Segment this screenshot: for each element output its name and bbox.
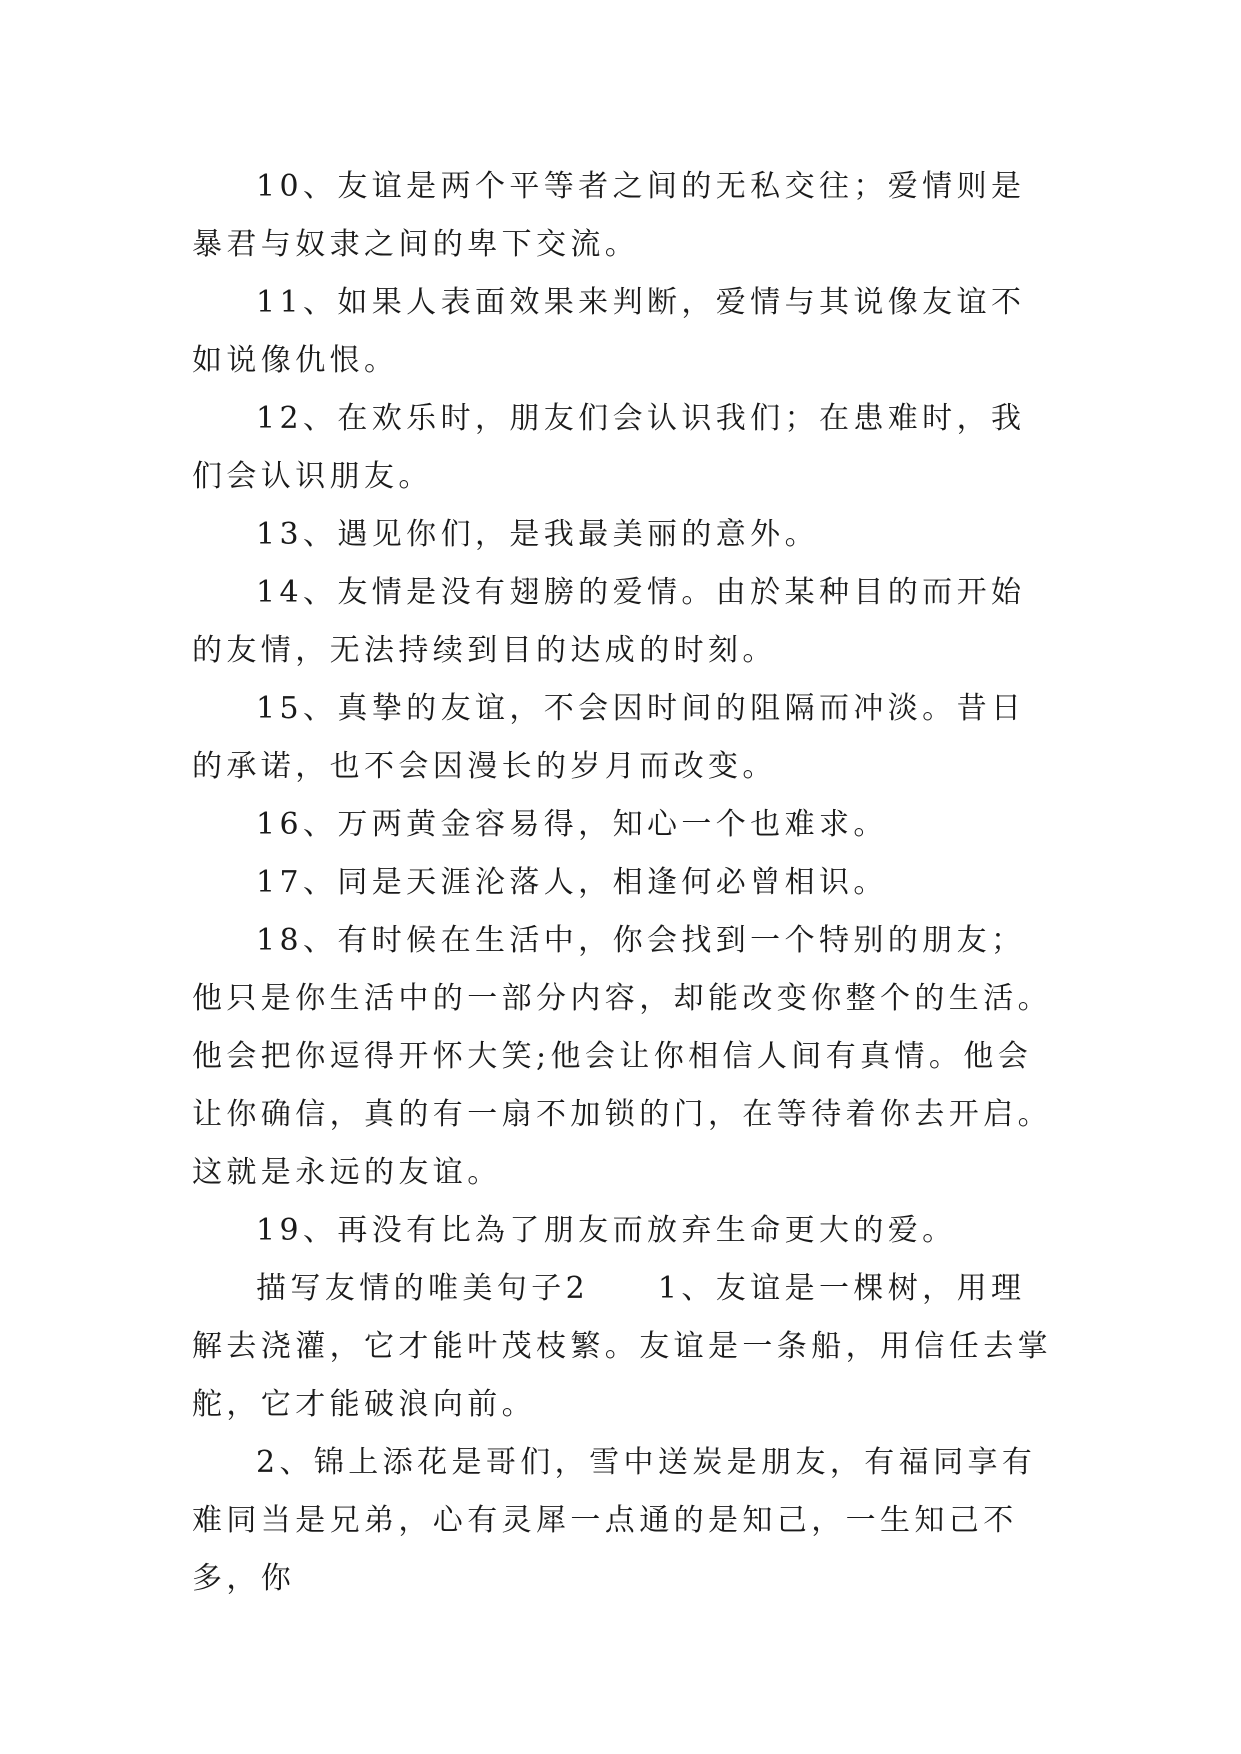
section-heading-paragraph: 描写友情的唯美句子2 1、友谊是一棵树，用理解去浇灌，它才能叶茂枝繁。友谊是一条船，用信任去掌舵，它才能破浪向前。	[192, 1271, 1052, 1422]
paragraph-16: 16、万两黄金容易得，知心一个也难求。	[256, 807, 888, 842]
paragraph-11: 11、如果人表面效果来判断，爱情与其说像友谊不如说像仇恨。	[192, 285, 1026, 378]
paragraph-19: 19、再没有比為了朋友而放弃生命更大的爱。	[256, 1213, 957, 1248]
paragraph-12: 12、在欢乐时，朋友们会认识我们；在患难时，我们会认识朋友。	[192, 401, 1026, 494]
document-page	[192, 158, 1054, 1608]
paragraph-18: 18、有时候在生活中，你会找到一个特别的朋友；他只是你生活中的一部分内容，却能改变你整个的生活。他会把你逗得开怀大笑;他会让你相信人间有真情。他会让你确信，真的有一扇不加锁的门，在等待着你去开启。这就是永远的友谊。	[192, 923, 1052, 1190]
paragraph-10: 10、友谊是两个平等者之间的无私交往；爱情则是暴君与奴隶之间的卑下交流。	[192, 169, 1026, 262]
paragraph-13: 13、遇见你们，是我最美丽的意外。	[256, 517, 819, 552]
paragraph-15: 15、真挚的友谊，不会因时间的阻隔而冲淡。昔日的承诺，也不会因漫长的岁月而改变。	[192, 691, 1026, 784]
paragraph-17: 17、同是天涯沦落人，相逢何必曾相识。	[256, 865, 888, 900]
paragraph-2: 2、锦上添花是哥们，雪中送炭是朋友，有福同享有难同当是兄弟，心有灵犀一点通的是知己，一生知己不多，你	[192, 1445, 1037, 1596]
paragraph-14: 14、友情是没有翅膀的爱情。由於某种目的而开始的友情，无法持续到目的达成的时刻。	[192, 575, 1026, 668]
